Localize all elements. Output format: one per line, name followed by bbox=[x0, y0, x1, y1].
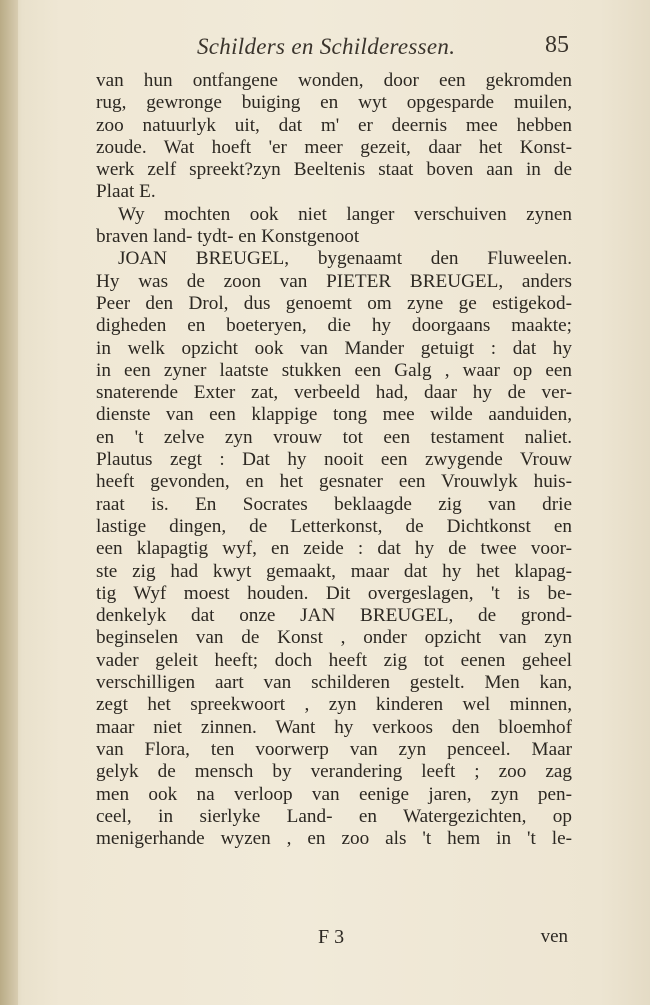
text-line: men ook na verloop van eenige jaren, zyn pen- bbox=[96, 783, 572, 805]
text-line: raat is. En Socrates beklaagde zig van drie bbox=[96, 493, 572, 515]
text-line: gelyk de mensch by verandering leeft ; zoo zag bbox=[96, 761, 572, 783]
body-text bbox=[96, 70, 572, 850]
text-line: braven land- tydt- en Konstgenoot bbox=[96, 226, 360, 248]
catchword: ven bbox=[540, 926, 568, 947]
page-gutter bbox=[0, 0, 18, 1005]
text-line: dienste van een klappige tong mee wilde aanduiden, bbox=[96, 404, 572, 426]
text-line: beginselen van de Konst , onder opzicht van zyn bbox=[96, 627, 572, 649]
text-line: tig Wyf moest houden. Dit overgeslagen, 't is be- bbox=[96, 582, 572, 604]
text-line: werk zelf spreekt?zyn Beeltenis staat boven aan in de bbox=[96, 159, 572, 181]
text-line: verschilligen aart van schilderen gestelt. Men kan, bbox=[96, 672, 572, 694]
text-line: JOAN BREUGEL, bygenaamt den Fluweelen. bbox=[118, 248, 572, 270]
text-line: vader geleit heeft; doch heeft zig tot eenen geheel bbox=[96, 649, 572, 671]
text-line: menigerhande wyzen , en zoo als 't hem in 't le- bbox=[96, 828, 572, 850]
text-line: van Flora, ten voorwerp van zyn penceel. Maar bbox=[96, 738, 572, 760]
signature-mark: F 3 bbox=[318, 926, 345, 948]
text-line: maar niet zinnen. Want hy verkoos den bloemhof bbox=[96, 716, 572, 738]
text-line: Hy was de zoon van PIETER BREUGEL, anders bbox=[96, 270, 572, 292]
text-line: Peer den Drol, dus genoemt om zyne ge estigekod- bbox=[96, 292, 572, 314]
text-line: rug, gewronge buiging en wyt opgesparde muilen, bbox=[96, 92, 572, 114]
text-line: in welk opzicht ook van Mander getuigt : dat hy bbox=[96, 337, 572, 359]
page-footer bbox=[96, 926, 572, 952]
text-line: Plautus zegt : Dat hy nooit een zwygende Vrouw bbox=[96, 449, 572, 471]
text-line: van hun ontfangene wonden, door een gekromden bbox=[96, 70, 572, 91]
text-line: en 't zelve zyn vrouw tot een testament naliet. bbox=[96, 426, 572, 448]
page-number: 85 bbox=[545, 32, 569, 58]
text-line: ceel, in sierlyke Land- en Watergezichten, op bbox=[96, 805, 572, 827]
text-line: ste zig had kwyt gemaakt, maar dat hy het klapag- bbox=[96, 560, 572, 582]
text-line: denkelyk dat onze JAN BREUGEL, de grond- bbox=[96, 605, 572, 627]
text-line: snaterende Exter zat, verbeeld had, daar hy de ver- bbox=[96, 382, 572, 404]
text-line: Wy mochten ook niet langer verschuiven zynen bbox=[118, 203, 572, 225]
text-line: zegt het spreekwoort , zyn kinderen wel minnen, bbox=[96, 694, 572, 716]
text-line: digheden en boeteryen, die hy doorgaans maakte; bbox=[96, 315, 572, 337]
text-line: zoo natuurlyk uit, dat m' er deernis mee hebben bbox=[96, 114, 572, 136]
text-line: zoude. Wat hoeft 'er meer gezeit, daar het Konst- bbox=[96, 136, 572, 158]
text-line: heeft gevonden, en het gesnater een Vrouwlyk huis- bbox=[96, 471, 572, 493]
running-head: Schilders en Schilderessen. bbox=[197, 34, 456, 59]
page-header bbox=[95, 32, 575, 66]
text-line: een klapagtig wyf, en zeide : dat hy de twee voor- bbox=[96, 538, 572, 560]
text-line: in een zyner laatste stukken een Galg , waar op een bbox=[96, 359, 572, 381]
text-line: Plaat E. bbox=[96, 181, 156, 203]
text-line: lastige dingen, de Letterkonst, de Dichtkonst en bbox=[96, 515, 572, 537]
